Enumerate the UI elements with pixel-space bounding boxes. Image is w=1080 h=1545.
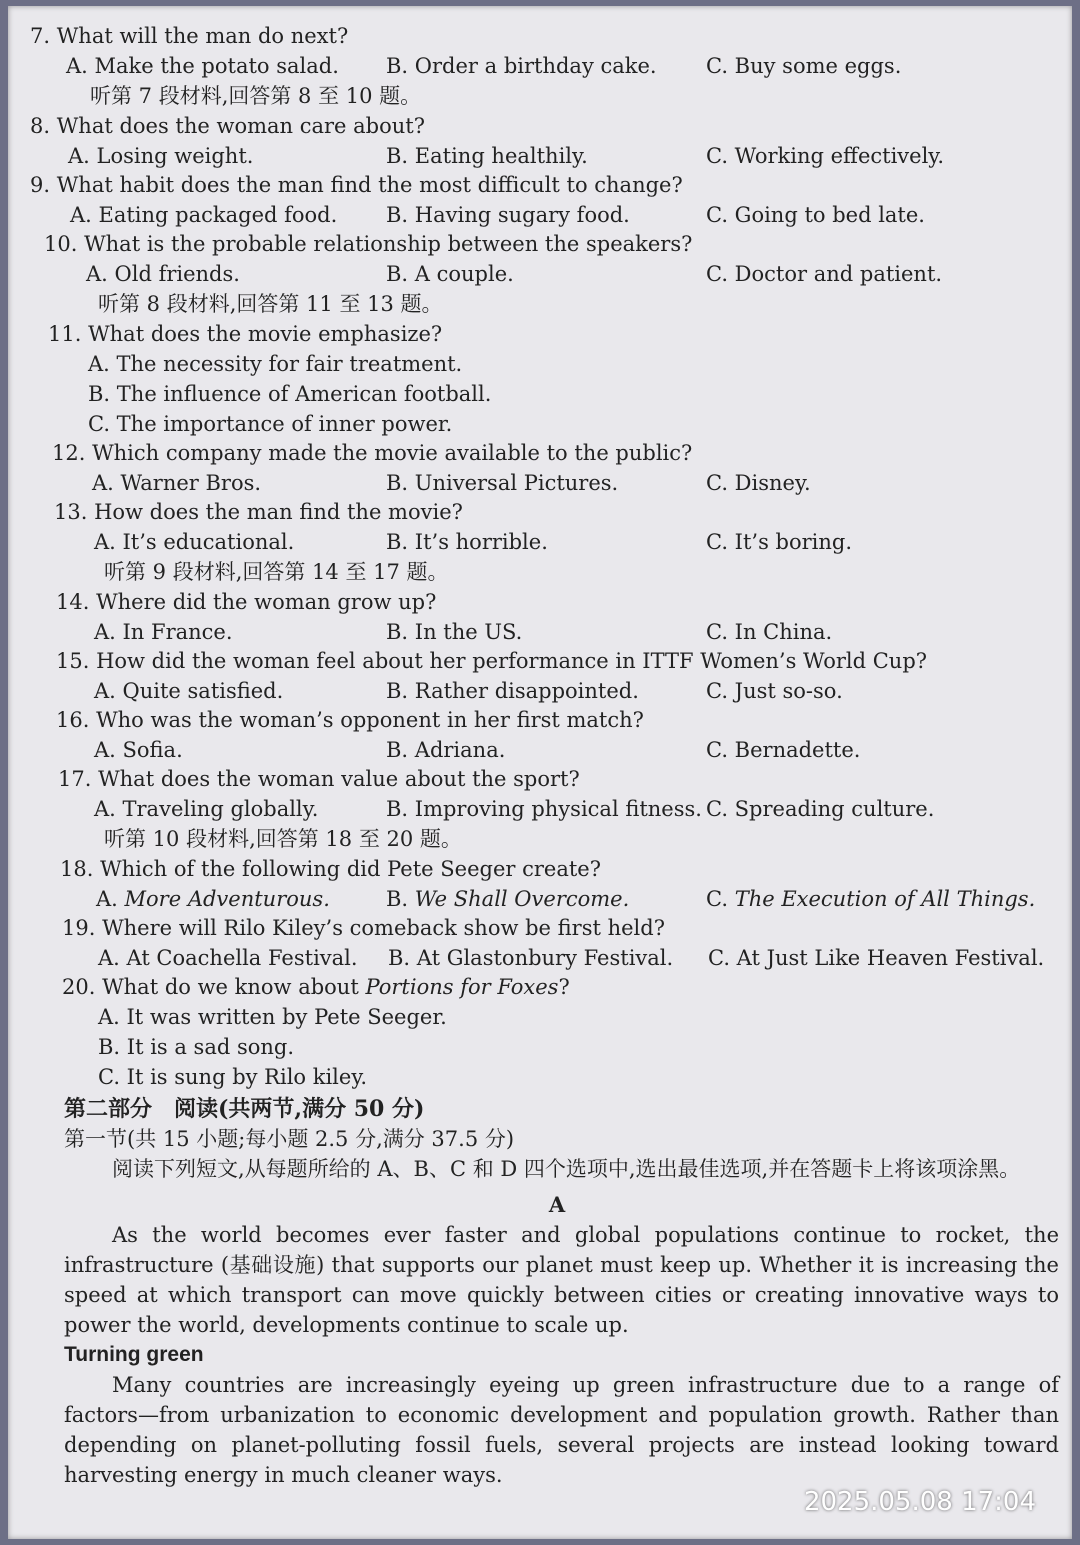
reading-instruction: 阅读下列短文,从每题所给的 A、B、C 和 D 四个选项中,选出最佳选项,并在答题卡上将该项涂黑。 — [112, 1157, 1021, 1181]
question-12 — [30, 439, 1050, 498]
option-row — [56, 617, 1050, 647]
option-c: C. Bernadette. — [706, 738, 861, 762]
option-row — [30, 259, 1050, 289]
option-a: A. Warner Bros. — [92, 471, 262, 495]
option-c: C. The importance of inner power. — [88, 412, 453, 436]
passage-paragraph-1: As the world becomes ever faster and global populations continue to rocket, the infrastructure (基础设施) that supports our planet must keep up. Whether it is increasing the speed at which transport can move quickly between cities or creating innovative ways to power the world, developments continue to scale up. — [64, 1223, 1059, 1337]
question-stem: 14. Where did the woman grow up? — [56, 590, 437, 614]
stem-text: 20. What do we know about — [62, 975, 359, 999]
question-13 — [30, 498, 1050, 588]
option-b: B. Universal Pictures. — [386, 471, 619, 495]
option-row — [56, 676, 1050, 706]
question-15 — [30, 647, 1050, 706]
option-row — [58, 794, 1050, 824]
option-a: A. It’s educational. — [94, 530, 295, 554]
option-row — [30, 51, 1050, 81]
option-row — [60, 884, 1050, 914]
option-label: B. — [386, 887, 409, 911]
option-row — [52, 468, 1050, 498]
question-16 — [30, 706, 1050, 765]
option-b: B. Order a birthday cake. — [386, 54, 657, 78]
question-8 — [30, 112, 1050, 171]
song-title: More Adventurous. — [124, 887, 330, 911]
option-b: B. At Glastonbury Festival. — [388, 946, 674, 970]
option-b: B. Adriana. — [386, 738, 506, 762]
question-stem: 15. How did the woman feel about her performance in ITTF Women’s World Cup? — [56, 649, 928, 673]
option-a: A. Traveling globally. — [94, 797, 319, 821]
option-c — [706, 884, 1035, 914]
question-11 — [30, 320, 1050, 439]
option-c: C. Just so-so. — [706, 679, 843, 703]
option-a: A. Old friends. — [86, 262, 240, 286]
question-stem: 8. What does the woman care about? — [30, 114, 425, 138]
song-title: We Shall Overcome. — [414, 887, 630, 911]
passage-label: A — [548, 1192, 566, 1217]
question-14 — [30, 588, 1050, 647]
option-b: B. A couple. — [386, 262, 514, 286]
option-b: B. The influence of American football. — [88, 382, 492, 406]
option-b: B. It is a sad song. — [98, 1035, 295, 1059]
option-row — [30, 200, 1050, 230]
option-a: A. Eating packaged food. — [70, 203, 338, 227]
option-c: C. In China. — [706, 620, 833, 644]
option-c: C. Spreading culture. — [706, 797, 935, 821]
option-a: A. At Coachella Festival. — [98, 946, 358, 970]
question-stem: 16. Who was the woman’s opponent in her first match? — [56, 708, 644, 732]
option-label: C. — [706, 887, 728, 911]
stem-punct: ? — [558, 975, 570, 999]
exam-page — [8, 6, 1072, 1539]
question-stem: 11. What does the movie emphasize? — [48, 322, 443, 346]
option-b: B. In the US. — [386, 620, 523, 644]
option-row — [62, 943, 1050, 973]
option-b: B. Eating healthily. — [386, 144, 588, 168]
option-c: C. Disney. — [706, 471, 811, 495]
option-a: A. Make the potato salad. — [66, 54, 339, 78]
option-row — [54, 527, 1050, 557]
question-10 — [30, 230, 1050, 320]
listening-instruction: 听第 9 段材料,回答第 14 至 17 题。 — [104, 560, 449, 584]
option-a: A. It was written by Pete Seeger. — [98, 1005, 447, 1029]
question-stem: 12. Which company made the movie available to the public? — [52, 441, 693, 465]
option-c: C. Doctor and patient. — [706, 262, 943, 286]
section-title: 第一节(共 15 小题;每小题 2.5 分,满分 37.5 分) — [64, 1127, 515, 1151]
question-20 — [30, 973, 1050, 1092]
option-a — [96, 884, 330, 914]
option-a: A. In France. — [94, 620, 233, 644]
question-stem: 18. Which of the following did Pete Seeger create? — [60, 857, 601, 881]
listening-instruction: 听第 7 段材料,回答第 8 至 10 题。 — [90, 84, 422, 108]
song-title: Portions for Foxes — [365, 975, 559, 999]
question-stem: 10. What is the probable relationship between the speakers? — [44, 232, 693, 256]
option-c: C. It’s boring. — [706, 530, 853, 554]
option-b: B. Rather disappointed. — [386, 679, 639, 703]
question-stem: 9. What habit does the man find the most difficult to change? — [30, 173, 683, 197]
option-c: C. At Just Like Heaven Festival. — [708, 946, 1045, 970]
option-a: A. Sofia. — [94, 738, 183, 762]
exam-content — [30, 22, 1059, 1490]
option-b — [386, 884, 629, 914]
question-stem — [62, 973, 1050, 1002]
option-a: A. The necessity for fair treatment. — [88, 352, 463, 376]
question-18 — [30, 855, 1050, 914]
photo-timestamp: 2025.05.08 17:04 — [803, 1487, 1036, 1517]
listening-instruction: 听第 10 段材料,回答第 18 至 20 题。 — [104, 827, 462, 851]
question-stem: 7. What will the man do next? — [30, 24, 349, 48]
question-19 — [30, 914, 1050, 973]
option-c: C. Buy some eggs. — [706, 54, 902, 78]
option-c: C. It is sung by Rilo kiley. — [98, 1065, 368, 1089]
option-label: A. — [96, 887, 118, 911]
question-9 — [30, 171, 1050, 230]
question-17 — [30, 765, 1050, 855]
question-stem: 13. How does the man find the movie? — [54, 500, 463, 524]
option-a: A. Losing weight. — [68, 144, 254, 168]
part-title: 第二部分 阅读(共两节,满分 50 分) — [64, 1096, 425, 1122]
option-b: B. Improving physical fitness. — [386, 797, 702, 821]
passage-paragraph-2: Many countries are increasingly eyeing up green infrastructure due to a range of factors—from urbanization to economic development and population growth. Rather than depending on planet-polluting fossil fuels, several projects are instead looking toward harvesting energy in much cleaner ways. — [64, 1373, 1059, 1487]
option-c: C. Working effectively. — [706, 144, 945, 168]
listening-instruction: 听第 8 段材料,回答第 11 至 13 题。 — [98, 292, 443, 316]
option-b: B. Having sugary food. — [386, 203, 630, 227]
question-stem: 17. What does the woman value about the sport? — [58, 767, 580, 791]
option-b: B. It’s horrible. — [386, 530, 548, 554]
section-heading: Turning green — [64, 1343, 204, 1366]
option-row — [30, 141, 1050, 171]
option-c: C. Going to bed late. — [706, 203, 925, 227]
song-title: The Execution of All Things. — [734, 887, 1036, 911]
option-a: A. Quite satisfied. — [94, 679, 284, 703]
question-7 — [30, 22, 1050, 112]
question-stem: 19. Where will Rilo Kiley’s comeback show be first held? — [62, 916, 665, 940]
option-row — [56, 735, 1050, 765]
